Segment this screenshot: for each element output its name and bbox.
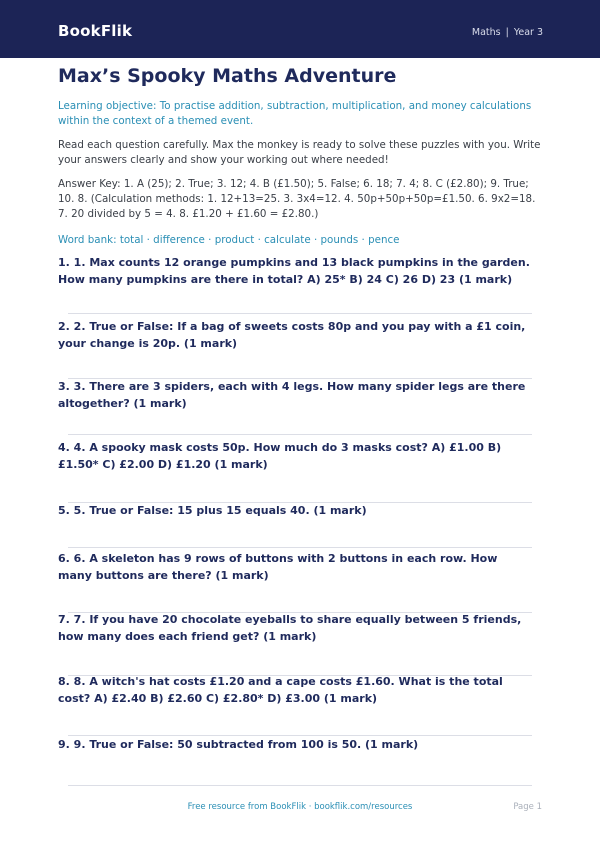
question-5: 5. 5. True or False: 15 plus 15 equals 40. (1 mark) bbox=[58, 504, 367, 517]
word-bank: Word bank: total · difference · product · calculate · pounds · pence bbox=[58, 234, 400, 246]
question-3: 3. 3. There are 3 spiders, each with 4 legs. How many spider legs are there altogether? (1 mark) bbox=[58, 380, 526, 410]
learning-objective: Learning objective: To practise addition, subtraction, multiplication, and money calculations within the context of a themed event. bbox=[58, 100, 532, 127]
question-8: 8. 8. A witch's hat costs £1.20 and a cape costs £1.60. What is the total cost? A) £2.40 B) £2.60 C) £2.80* D) £3.00 (1 mark) bbox=[58, 675, 503, 705]
question-2: 2. 2. True or False: If a bag of sweets costs 80p and you pay with a £1 coin, your change is 20p. (1 mark) bbox=[58, 320, 526, 350]
header-bar bbox=[0, 0, 600, 58]
footer-divider bbox=[68, 785, 532, 786]
brand-logo[interactable]: BookFlik bbox=[58, 22, 133, 40]
year-label: Year 3 bbox=[513, 27, 543, 38]
page-title: Max’s Spooky Maths Adventure bbox=[58, 65, 397, 87]
answer-key: Answer Key: 1. A (25); 2. True; 3. 12; 4. B (£1.50); 5. False; 6. 18; 7. 4; 8. C (£2.80); 9. True; 10. 8. (Calculation methods: 1. 12+13=25. 3. 3x4=12. 4. 50p+50p+50p=£1.50. 6. 9x2=18. 7. 20 divided by 5 = 4. 8. £1.20 + £1.60 = £2.80.) bbox=[58, 178, 536, 220]
footer-resource-link[interactable]: Free resource from BookFlik · bookflik.com/resources bbox=[187, 802, 413, 812]
divider bbox=[68, 434, 532, 435]
intro-section bbox=[58, 64, 548, 248]
meta-separator: | bbox=[505, 27, 509, 38]
question-7: 7. 7. If you have 20 chocolate eyeballs to share equally between 5 friends, how many does each friend get? (1 mark) bbox=[58, 613, 522, 643]
header-meta bbox=[472, 27, 543, 38]
question-4: 4. 4. A spooky mask costs 50p. How much do 3 masks cost? A) £1.00 B) £1.50* C) £2.00 D) £1.20 (1 mark) bbox=[58, 441, 502, 471]
divider bbox=[68, 313, 532, 314]
question-9: 9. 9. True or False: 50 subtracted from 100 is 50. (1 mark) bbox=[58, 738, 419, 751]
instructions: Read each question carefully. Max the monkey is ready to solve these puzzles with you. Write your answers clearly and show your working out where needed! bbox=[58, 139, 541, 166]
subject-label: Maths bbox=[471, 27, 501, 38]
question-6: 6. 6. A skeleton has 9 rows of buttons with 2 buttons in each row. How many buttons are there? (1 mark) bbox=[58, 552, 498, 582]
divider bbox=[68, 547, 532, 548]
question-1: 1. 1. Max counts 12 orange pumpkins and 13 black pumpkins in the garden. How many pumpkins are there in total? A) 25* B) 24 C) 26 D) 23 (1 mark) bbox=[58, 256, 530, 286]
page-number: Page 1 bbox=[513, 802, 542, 812]
